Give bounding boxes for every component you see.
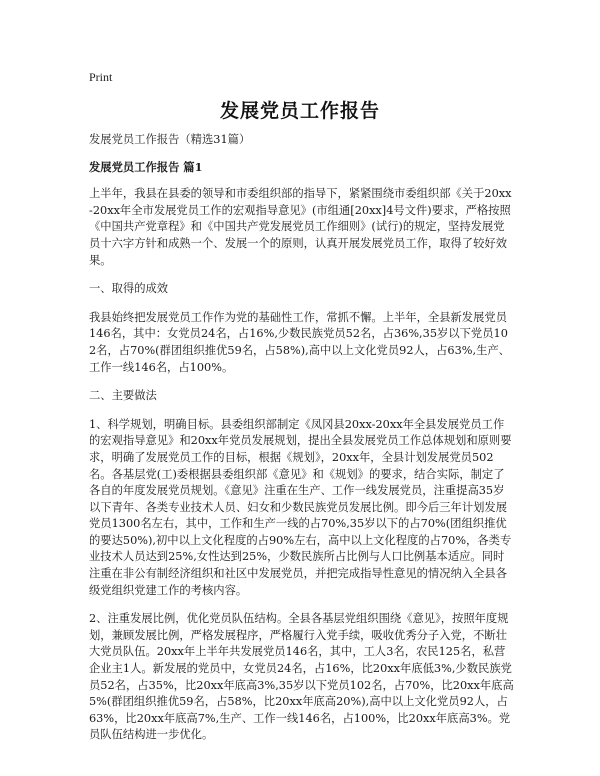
heading-practices: 二、主要做法	[89, 389, 157, 403]
document-subtitle: 发展党员工作报告（精选31篇）	[89, 133, 251, 146]
practice-paragraph-1: 1、科学规划，明确目标。县委组织部制定《凤冈县20xx-20xx年全县发展党员工作的宏观指导意见》和20xx年党员发展规划，提出全县发展党员工作总体规划和原则要求，明确了发展党员工作的目标，根据《规划》，20xx年，全县计划发展党员502名。各基层党(工)委根据县委组织部《意见》和《规划》的要求，结合实际，制定了各自的年度发展党员规划。《意见》注重在生产、工作一线发展党员，注重提高35岁以下青年、各类专业技术人员、妇女和少数民族党员发展比例。即今后三年计划发展党员1300名左右，其中，工作和生产一线的占70%,35岁以下的占70%(团组织推优的要达50%),初中以上文化程度的占90%左右，高中以上文化程度的占70%，各类专业技术人员达到25%,女性达到25%，少数民族所占比例与人口比例基本适应。同时注重在非公有制经济组织和社区中发展党员，并把完成指导性意见的情况纳入全县各级党组织党建工作的考核内容。	[89, 417, 512, 597]
print-link[interactable]: Print	[89, 70, 113, 84]
document-body	[89, 132, 514, 756]
intro-paragraph: 上半年，我县在县委的领导和市委组织部的指导下，紧紧围绕市委组织部《关于20xx-20xx年全市发展党员工作的宏观指导意见》(市组通[20xx]4号文件)要求，严格按照《中国共产党章程》和《中国共产党发展党员工作细则》(试行)的规定，坚持发展党员十六字方针和成熟一个、发展一个的原则，认真开展发展党员工作，取得了较好效果。	[89, 187, 512, 267]
heading-achievements: 一、取得的成效	[89, 282, 169, 296]
document-title: 发展党员工作报告	[219, 100, 380, 122]
section-title: 发展党员工作报告 篇1	[89, 159, 203, 174]
practice-paragraph-2: 2、注重发展比例，优化党员队伍结构。全县各基层党组织围绕《意见》，按照年度规划，兼顾发展比例，严格发展程序，严格履行入党手续，吸收优秀分子入党，不断壮大党员队伍。20xx年上半年共发展党员146名，其中，工人3名，农民125名，私营企业主1人。新发展的党员中，女党员24名，占16%，比20xx年底低3%,少数民族党员52名，占35%，比20xx年底高3%,35岁以下党员102名，占70%，比20xx年底高5%(群团组织推优59名，占58%，比20xx年底高20%),高中以上文化党员92人，占63%，比20xx年底高7%,生产、工作一线146名，占100%，比20xx年底高3%。党员队伍结构进一步优化。	[89, 612, 514, 742]
achievements-paragraph: 我县始终把发展党员工作作为党的基础性工作，常抓不懈。上半年，全县新发展党员146名，其中：女党员24名，占16%,少数民族党员52名，占36%,35岁以下党员102名，占70%(群团组织推优59名，占58%),高中以上文化党员92人，占63%,生产、工作一线146名，占100%。	[89, 310, 510, 374]
